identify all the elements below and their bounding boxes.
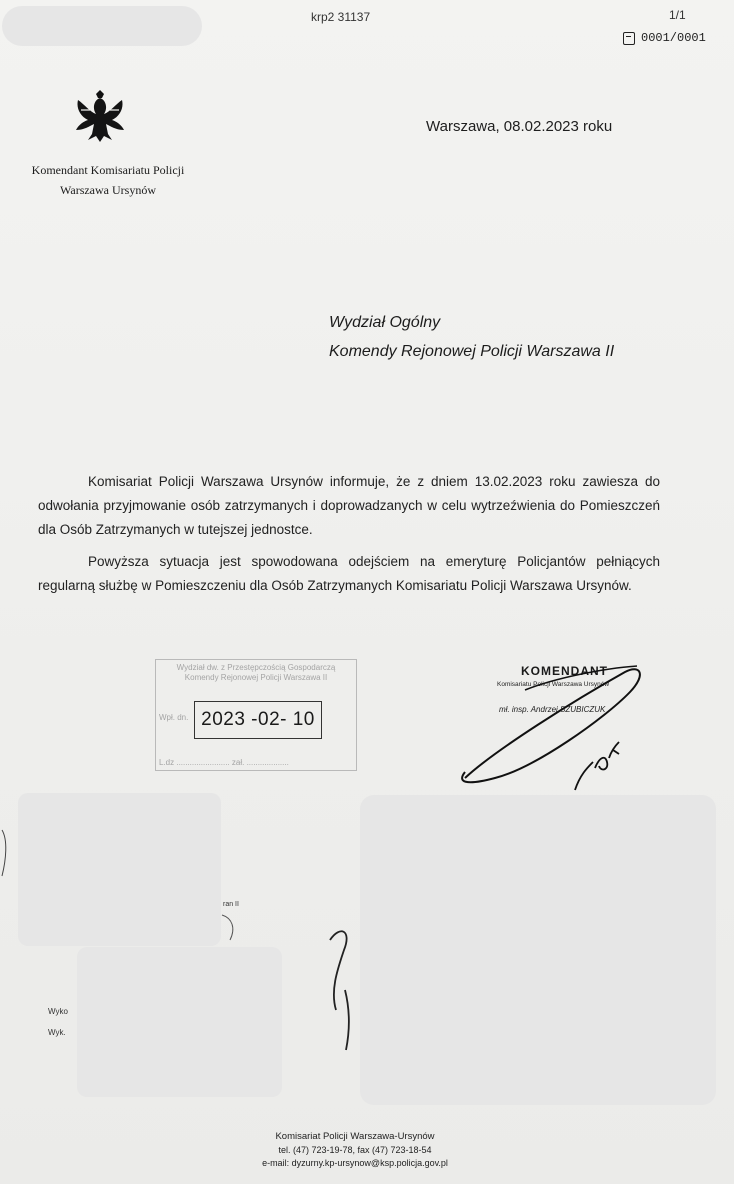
redaction-right <box>360 795 716 1105</box>
polish-eagle-emblem <box>70 84 130 148</box>
signature-title: KOMENDANT <box>521 664 608 678</box>
case-number: krp2 31137 <box>311 10 371 24</box>
stamp-header-line1: Wydział dw. z Przestępczością Gospodarczą <box>176 663 336 672</box>
recipient-line2: Komendy Rejonowej Policji Warszawa II <box>329 343 615 360</box>
signature-name: mł. insp. Andrzej SZUBICZUK <box>499 705 606 714</box>
body-paragraph-1: Komisariat Policji Warszawa Ursynów informuje, że z dniem 13.02.2023 roku zawiesza do odwołania przyjmowanie osób zatrzymanych i doprowadzanych w celu wytrzeźwienia do Pomieszczeń dla Osób Zatrzymanych w tutejszej jednostce. <box>38 474 660 537</box>
partial-label-left-a: Wyko <box>48 1007 68 1016</box>
footer-line2: tel. (47) 723-19-78, fax (47) 723-18-54 <box>278 1145 432 1155</box>
redaction-top-left <box>2 6 202 46</box>
page-of: 1/1 <box>669 8 686 22</box>
sender-line2: Warszawa Ursynów <box>60 183 156 197</box>
doc-counter <box>623 31 706 45</box>
footer-line3: e-mail: dyzurny.kp-ursynow@ksp.policja.gov.pl <box>262 1158 448 1168</box>
receipt-stamp <box>155 659 357 771</box>
place-date: Warszawa, 08.02.2023 roku <box>426 118 613 135</box>
partial-label-left-b: Wyk. <box>48 1028 66 1037</box>
footer-line1: Komisariat Policji Warszawa-Ursynów <box>275 1131 435 1142</box>
document-scan-icon <box>623 32 635 45</box>
signature-scribble <box>455 650 655 800</box>
redaction-left-upper <box>18 793 221 946</box>
signature-unit: Komisariatu Policji Warszawa Ursynów <box>497 681 610 688</box>
body-paragraph-2: Powyższa sytuacja jest spowodowana odejściem na emeryturę Policjantów pełniących regularną służbę w Pomieszczeniu dla Osób Zatrzymanych Komisariatu Policji Warszawa Ursynów. <box>38 554 660 593</box>
stamp-header-line2: Komendy Rejonowej Policji Warszawa II <box>184 673 328 682</box>
doc-counter-value: 0001/0001 <box>641 31 706 45</box>
partial-label-mid: ran II <box>223 901 239 908</box>
stamp-date: 2023 -02- 10 <box>194 701 322 739</box>
stamp-ldz-label: L.dz ........................ zał. ................... <box>159 758 289 767</box>
sender-line1: Komendant Komisariatu Policji <box>31 163 185 177</box>
stamp-wpl-label: Wpł. dn. <box>159 713 189 722</box>
stamp-header <box>156 663 356 683</box>
recipient-line1: Wydział Ogólny <box>329 314 441 331</box>
redaction-left-lower <box>77 947 282 1097</box>
